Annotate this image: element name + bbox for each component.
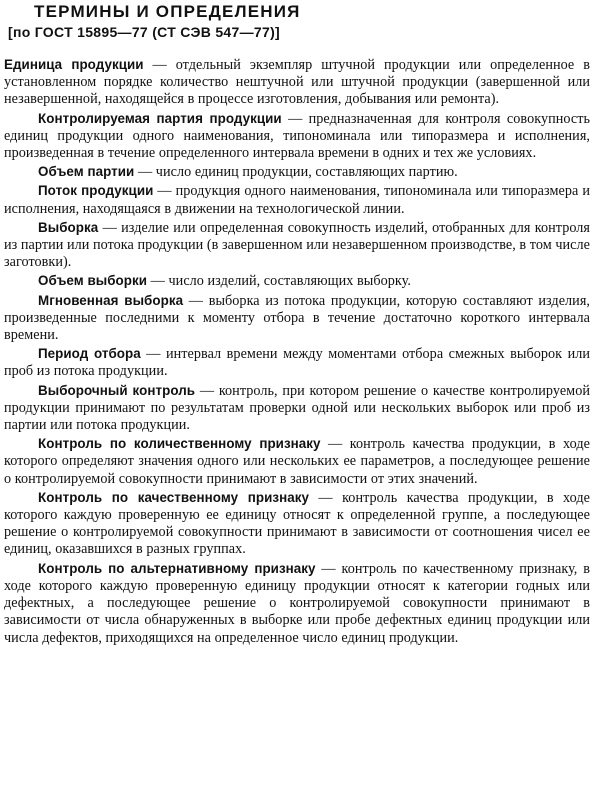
definition-term: Контроль по альтернативному признаку <box>38 560 316 576</box>
definition-text: — контроль качества продукции, в ходе которого определяют значения одного или нескольких ее параметров, а последующее решение о контролируемой совокупности принимают в зависимости от этих значений. <box>4 436 590 487</box>
definition-entry <box>4 182 590 217</box>
definition-term: Выборочный контроль <box>38 382 196 398</box>
definition-text: — контроль качества продукции, в ходе которого каждую проверенную ее единицу относят к определенной группе, а последующее решение о контролируемой совокупности принимают в зависимости от соотношения чисел ее единиц, оказавшихся в разных группах. <box>4 489 590 558</box>
definition-term: Объем выборки <box>38 273 148 289</box>
document-page <box>4 2 590 648</box>
definition-term: Выборка <box>38 219 99 235</box>
definition-term: Контроль по количественному признаку <box>38 436 321 452</box>
page-subtitle: [по ГОСТ 15895—77 (СТ СЭВ 547—77)] <box>8 24 281 40</box>
page-title: ТЕРМИНЫ И ОПРЕДЕЛЕНИЯ <box>34 2 301 21</box>
definition-text: — выборка из потока продукции, которую составляют изделия, произведенные последними к моменту отбора в течение достаточно короткого интервала времени. <box>4 292 590 344</box>
definition-entry <box>4 292 590 345</box>
definition-entry <box>4 56 590 109</box>
definition-entry <box>4 163 590 181</box>
definition-entry <box>4 219 590 272</box>
definition-term: Поток продукции <box>38 183 154 199</box>
definition-term: Единица продукции <box>4 57 144 72</box>
definition-text: — контроль, при котором решение о качестве контролируемой продукции принимают по результатам проверки одной или нескольких выборок или проб из партии или потока продукции. <box>4 382 590 434</box>
definition-text: — продукция одного наименования, типономинала или типоразмера и исполнения, находящаяся в движении на технологической линии. <box>4 183 590 217</box>
definition-text: — предназначенная для контроля совокупность единиц продукции одного наименования, типономинала или типоразмера и исполнения, произведенная в течение определенного интервала времени в одних и тех же условиях. <box>4 110 590 162</box>
definition-text: — отдельный экземпляр штучной продукции или определенное в установленном порядке количество нештучной или штучной продукции (завершенной или незавершенной, находящейся в процессе изготовления, добывания или ремонта). <box>4 57 590 108</box>
definition-term: Период отбора <box>38 346 141 362</box>
definition-entry <box>4 110 590 163</box>
definition-entry <box>4 272 590 290</box>
definition-text: — интервал времени между моментами отбора смежных выборок или проб из потока продукции. <box>4 346 591 380</box>
definition-term: Контролируемая партия продукции <box>38 110 282 126</box>
definition-term: Объем партии <box>38 164 135 180</box>
definition-entry <box>4 560 590 647</box>
definition-entry <box>4 489 590 559</box>
definition-text: — число изделий, составляющих выборку. <box>147 273 411 290</box>
definition-text: — контроль по качественному признаку, в ходе которого каждую проверенную единицу продукции относят к категории годных или дефектных, а последующее решение о контролируемой совокупности принимают в зависимости от числа обнаруженных в выборке или пробе дефектных единиц продукции или числа дефектов, приходящихся на определенное число единиц продукции. <box>4 560 590 646</box>
definitions-list <box>4 56 590 647</box>
definition-text: — число единиц продукции, составляющих партию. <box>134 164 458 181</box>
definition-text: — изделие или определенная совокупность изделий, отобранных для контроля из партии или потока продукции (в завершенном или незавершенном производстве, в том числе заготовки). <box>4 219 590 271</box>
definition-entry <box>4 382 590 435</box>
definition-term: Мгновенная выборка <box>38 292 184 308</box>
definition-entry <box>4 345 590 380</box>
definition-term: Контроль по качественному признаку <box>38 489 309 505</box>
definition-entry <box>4 435 590 488</box>
